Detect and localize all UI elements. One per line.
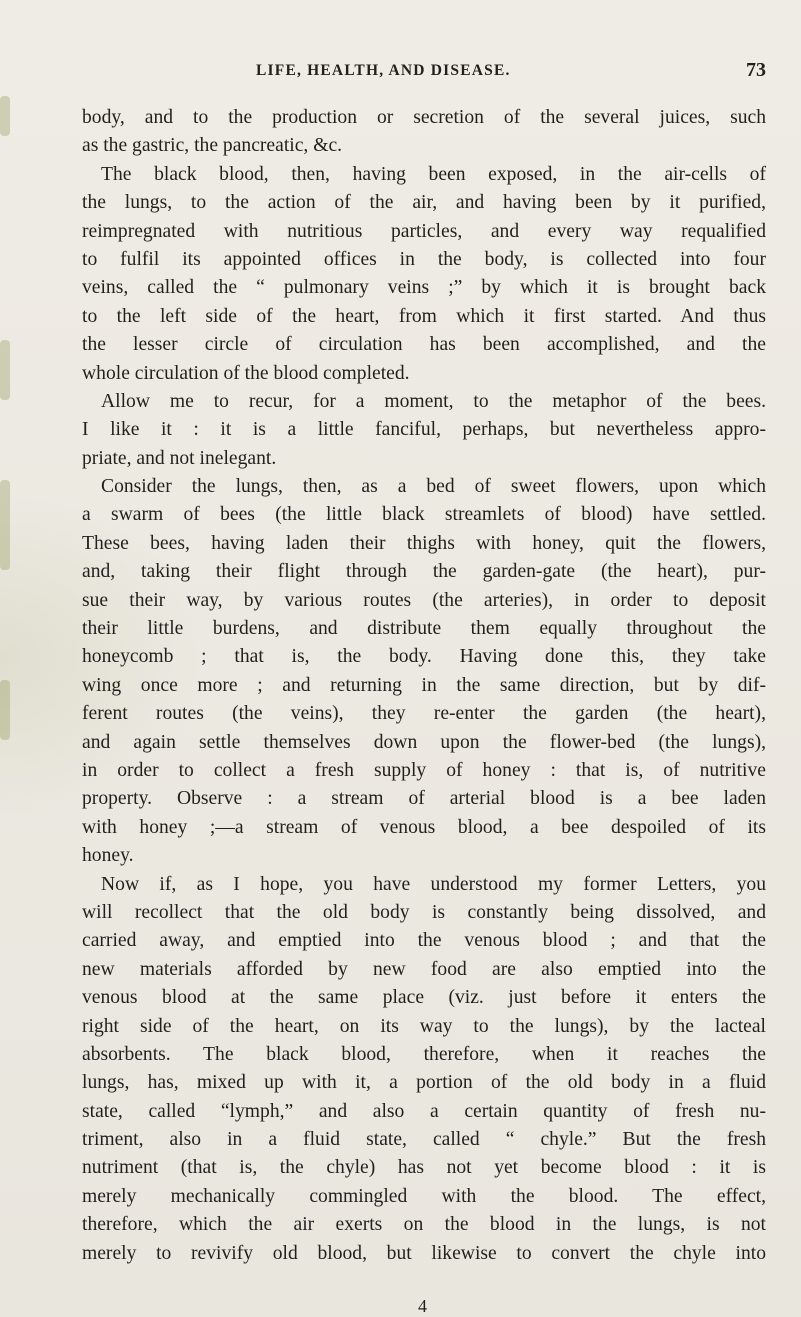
text-line: honeycomb ; that is, the body. Having done this, they take [82,646,766,668]
text-line: reimpregnated with nutritious particles, and every way requalified [82,220,766,242]
text-line: merely to revivify old blood, but likewise to convert the chyle into [82,1242,766,1264]
text-line: I like it : it is a little fanciful, perhaps, but nevertheless appro- [82,419,766,441]
body-text [82,104,766,1268]
text-line: Allow me to recur, for a moment, to the metaphor of the bees. [101,390,766,412]
signature-mark: 4 [418,1296,427,1316]
text-line: new materials afforded by new food are also emptied into the [82,958,766,980]
text-line: state, called “lymph,” and also a certain quantity of fresh nu- [82,1100,766,1122]
text-line: the lungs, to the action of the air, and having been by it purified, [82,192,766,214]
running-title: LIFE, HEALTH, AND DISEASE. [256,62,511,79]
text-line: as the gastric, the pancreatic, &c. [82,135,343,157]
text-line: These bees, having laden their thighs with honey, quit the flowers, [82,532,766,554]
text-line: to the left side of the heart, from which it first started. And thus [82,305,766,327]
running-head [82,59,766,86]
text-line: The black blood, then, having been exposed, in the air-cells of [101,163,766,185]
text-line: nutriment (that is, the chyle) has not yet become blood : it is [82,1157,766,1179]
text-line: Now if, as I hope, you have understood my former Letters, you [101,873,766,895]
text-line: property. Observe : a stream of arterial blood is a bee laden [82,788,766,810]
text-line: their little burdens, and distribute them equally throughout the [82,618,766,640]
text-line: lungs, has, mixed up with it, a portion of the old body in a fluid [82,1072,766,1094]
margin-stain [0,96,10,136]
text-line: body, and to the production or secretion of the several juices, such [82,107,766,128]
margin-stain [0,680,10,740]
text-line: venous blood at the same place (viz. just before it enters the [82,987,766,1009]
page-number: 73 [746,59,766,81]
text-line: merely mechanically commingled with the blood. The effect, [82,1185,766,1207]
text-line: will recollect that the old body is constantly being dissolved, and [82,901,766,923]
text-line: wing once more ; and returning in the same direction, but by dif- [82,674,766,696]
text-line: absorbents. The black blood, therefore, when it reaches the [82,1043,766,1065]
text-line: a swarm of bees (the little black streamlets of blood) have settled. [82,504,766,526]
text-line: ferent routes (the veins), they re-enter the garden (the heart), [82,703,766,725]
text-line: carried away, and emptied into the venous blood ; and that the [82,930,766,952]
text-line: whole circulation of the blood completed. [82,362,410,384]
text-line: Consider the lungs, then, as a bed of sweet flowers, upon which [101,476,766,498]
text-line: therefore, which the air exerts on the blood in the lungs, is not [82,1214,766,1236]
text-line: the lesser circle of circulation has been accomplished, and the [82,334,766,356]
text-line: honey. [82,845,134,867]
margin-stain [0,340,10,400]
text-line: sue their way, by various routes (the arteries), in order to deposit [82,589,766,611]
text-line: with honey ;—a stream of venous blood, a bee despoiled of its [82,816,766,838]
text-line: in order to collect a fresh supply of honey : that is, of nutritive [82,759,766,781]
text-line: and, taking their flight through the garden-gate (the heart), pur- [82,561,766,583]
text-line: veins, called the “ pulmonary veins ;” by which it is brought back [82,277,766,299]
text-line: right side of the heart, on its way to the lungs), by the lacteal [82,1015,766,1037]
text-line: triment, also in a fluid state, called “ chyle.” But the fresh [82,1129,766,1151]
text-line: and again settle themselves down upon the flower-bed (the lungs), [82,731,766,753]
margin-stain [0,480,10,570]
text-line: priate, and not inelegant. [82,447,277,469]
text-line: to fulfil its appointed offices in the body, is collected into four [82,248,766,270]
